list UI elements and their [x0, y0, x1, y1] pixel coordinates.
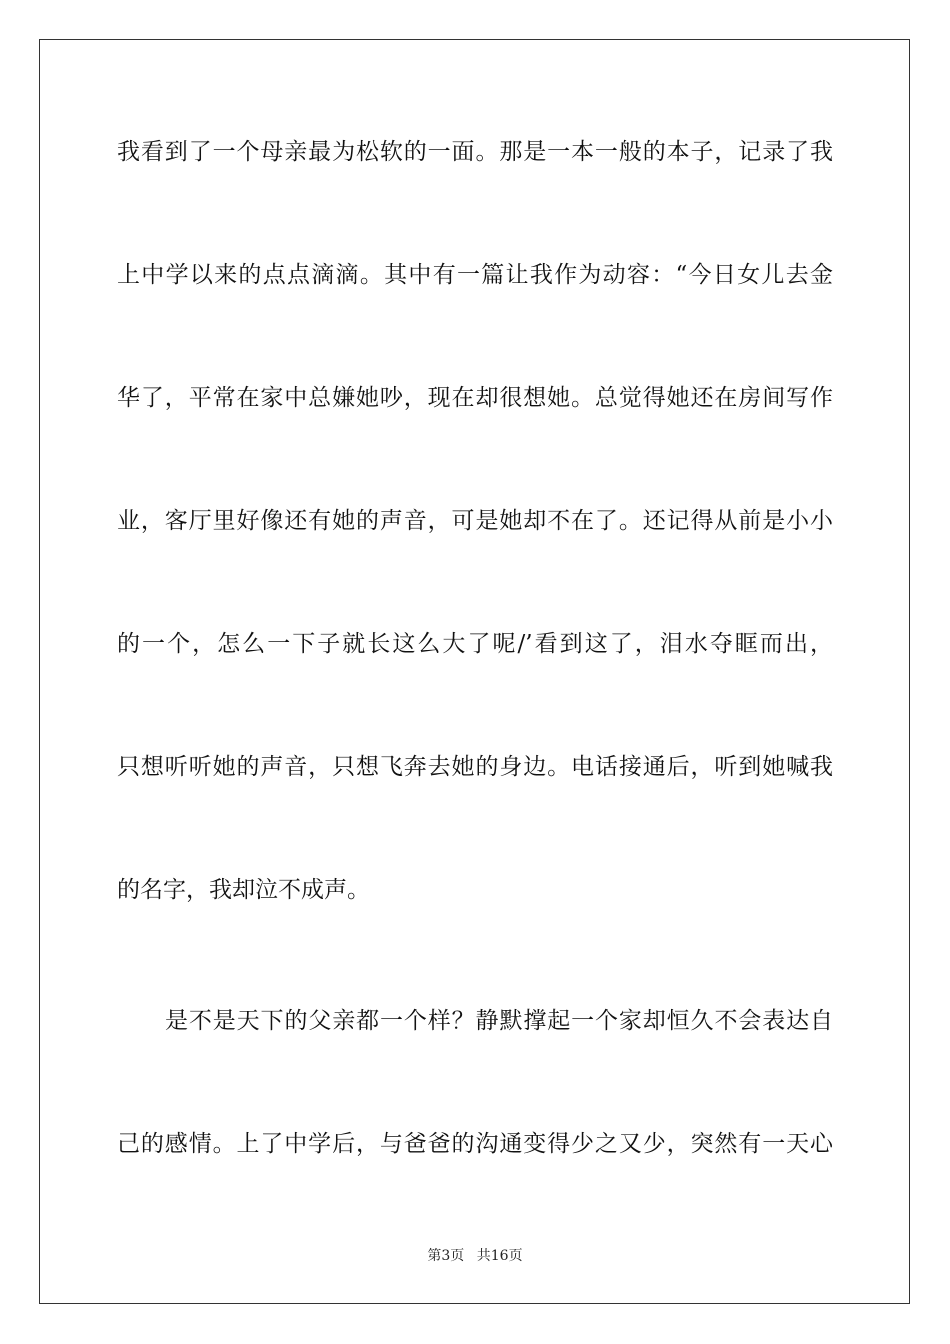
- page-border: [39, 39, 910, 1304]
- paragraph-line: 业，客厅里好像还有她的声音，可是她却不在了。还记得从前是小小: [117, 508, 833, 534]
- page-number: 第3页: [427, 1248, 465, 1264]
- page-footer: [0, 1246, 950, 1266]
- paragraph-line: 的一个，怎么一下子就长这么大了呢/’看到这了，泪水夺眶而出，: [117, 631, 833, 657]
- paragraph-line: 只想听听她的声音，只想飞奔去她的身边。电话接通后，听到她喊我: [117, 754, 833, 780]
- paragraph-line: 的名字，我却泣不成声。: [117, 877, 370, 903]
- paragraph-line: 上中学以来的点点滴滴。其中有一篇让我作为动容：“今日女儿去金: [117, 262, 833, 288]
- page-total: 共16页: [476, 1248, 523, 1264]
- paragraph-line: 己的感情。上了中学后，与爸爸的沟通变得少之又少，突然有一天心: [117, 1131, 833, 1157]
- paragraph-line: 我看到了一个母亲最为松软的一面。那是一本一般的本子，记录了我: [117, 139, 833, 165]
- paragraph-line: 华了，平常在家中总嫌她吵，现在却很想她。总觉得她还在房间写作: [117, 385, 833, 411]
- paragraph-line-indented: 是不是天下的父亲都一个样？静默撑起一个家却恒久不会表达自: [165, 1008, 833, 1034]
